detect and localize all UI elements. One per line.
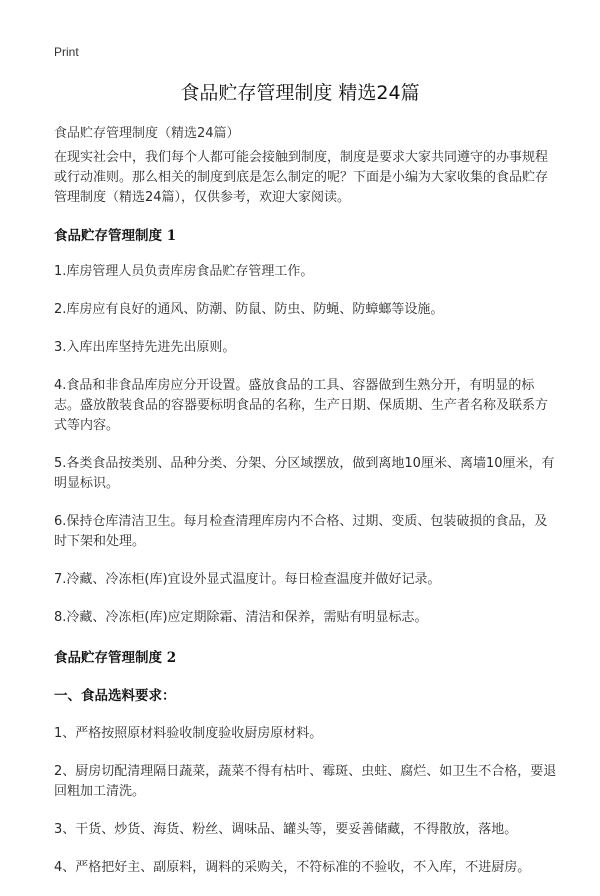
section-1-item: 2.库房应有良好的通风、防潮、防鼠、防虫、防蝇、防蟑螂等设施。 xyxy=(54,302,444,317)
intro-paragraph: 在现实社会中，我们每个人都可能会接触到制度，制度是要求大家共同遵守的办事规程或行动准则。那么相关的制度到底是怎么制定的呢？下面是小编为大家收集的食品贮存管理制度（精选24篇），仅供参考，欢迎大家阅读。 xyxy=(54,150,549,205)
document-subtitle: 食品贮存管理制度（精选24篇） xyxy=(54,126,240,141)
print-label[interactable]: Print xyxy=(54,45,79,59)
section-2-item: 1、严格按照原材料验收制度验收厨房原材料。 xyxy=(54,726,323,741)
section-1-item: 5.各类食品按类别、品种分类、分架、分区域摆放，做到离地10厘米、离墙10厘米，有明显标识。 xyxy=(54,456,555,491)
document-title: 食品贮存管理制度 精选24篇 xyxy=(180,82,420,104)
section-1-item: 8.冷藏、冷冻柜(库)应定期除霜、清洁和保养，需贴有明显标志。 xyxy=(54,610,428,625)
document-body xyxy=(54,148,558,896)
section-2-item: 2、厨房切配清理隔日蔬菜，蔬菜不得有枯叶、霉斑、虫蛀、腐烂、如卫生不合格，要退回粗加工清洗。 xyxy=(54,764,557,799)
section-1-heading: 食品贮存管理制度 1 xyxy=(54,228,177,244)
section-2-heading: 食品贮存管理制度 2 xyxy=(54,650,177,666)
section-1-item: 6.保持仓库清洁卫生。每月检查清理库房内不合格、过期、变质、包装破损的食品，及时下架和处理。 xyxy=(54,514,548,549)
section-2-item: 3、干货、炒货、海货、粉丝、调味品、罐头等，要妥善储藏，不得散放，落地。 xyxy=(54,822,518,837)
section-2-subheading: 一、食品选料要求： xyxy=(54,688,176,704)
section-1-item: 7.冷藏、冷冻柜(库)宜设外显式温度计。每日检查温度并做好记录。 xyxy=(54,572,441,587)
section-1-item: 3.入库出库坚持先进先出原则。 xyxy=(54,340,236,355)
section-1-item: 4.食品和非食品库房应分开设置。盛放食品的工具、容器做到生熟分开，有明显的标志。盛放散装食品的容器要标明食品的名称，生产日期、保质期、生产者名称及联系方式等内容。 xyxy=(54,378,549,433)
section-2-item: 4、严格把好主、副原料，调料的采购关，不符标准的不验收，不入库，不进厨房。 xyxy=(54,860,531,875)
section-1-item: 1.库房管理人员负责库房食品贮存管理工作。 xyxy=(54,264,314,279)
